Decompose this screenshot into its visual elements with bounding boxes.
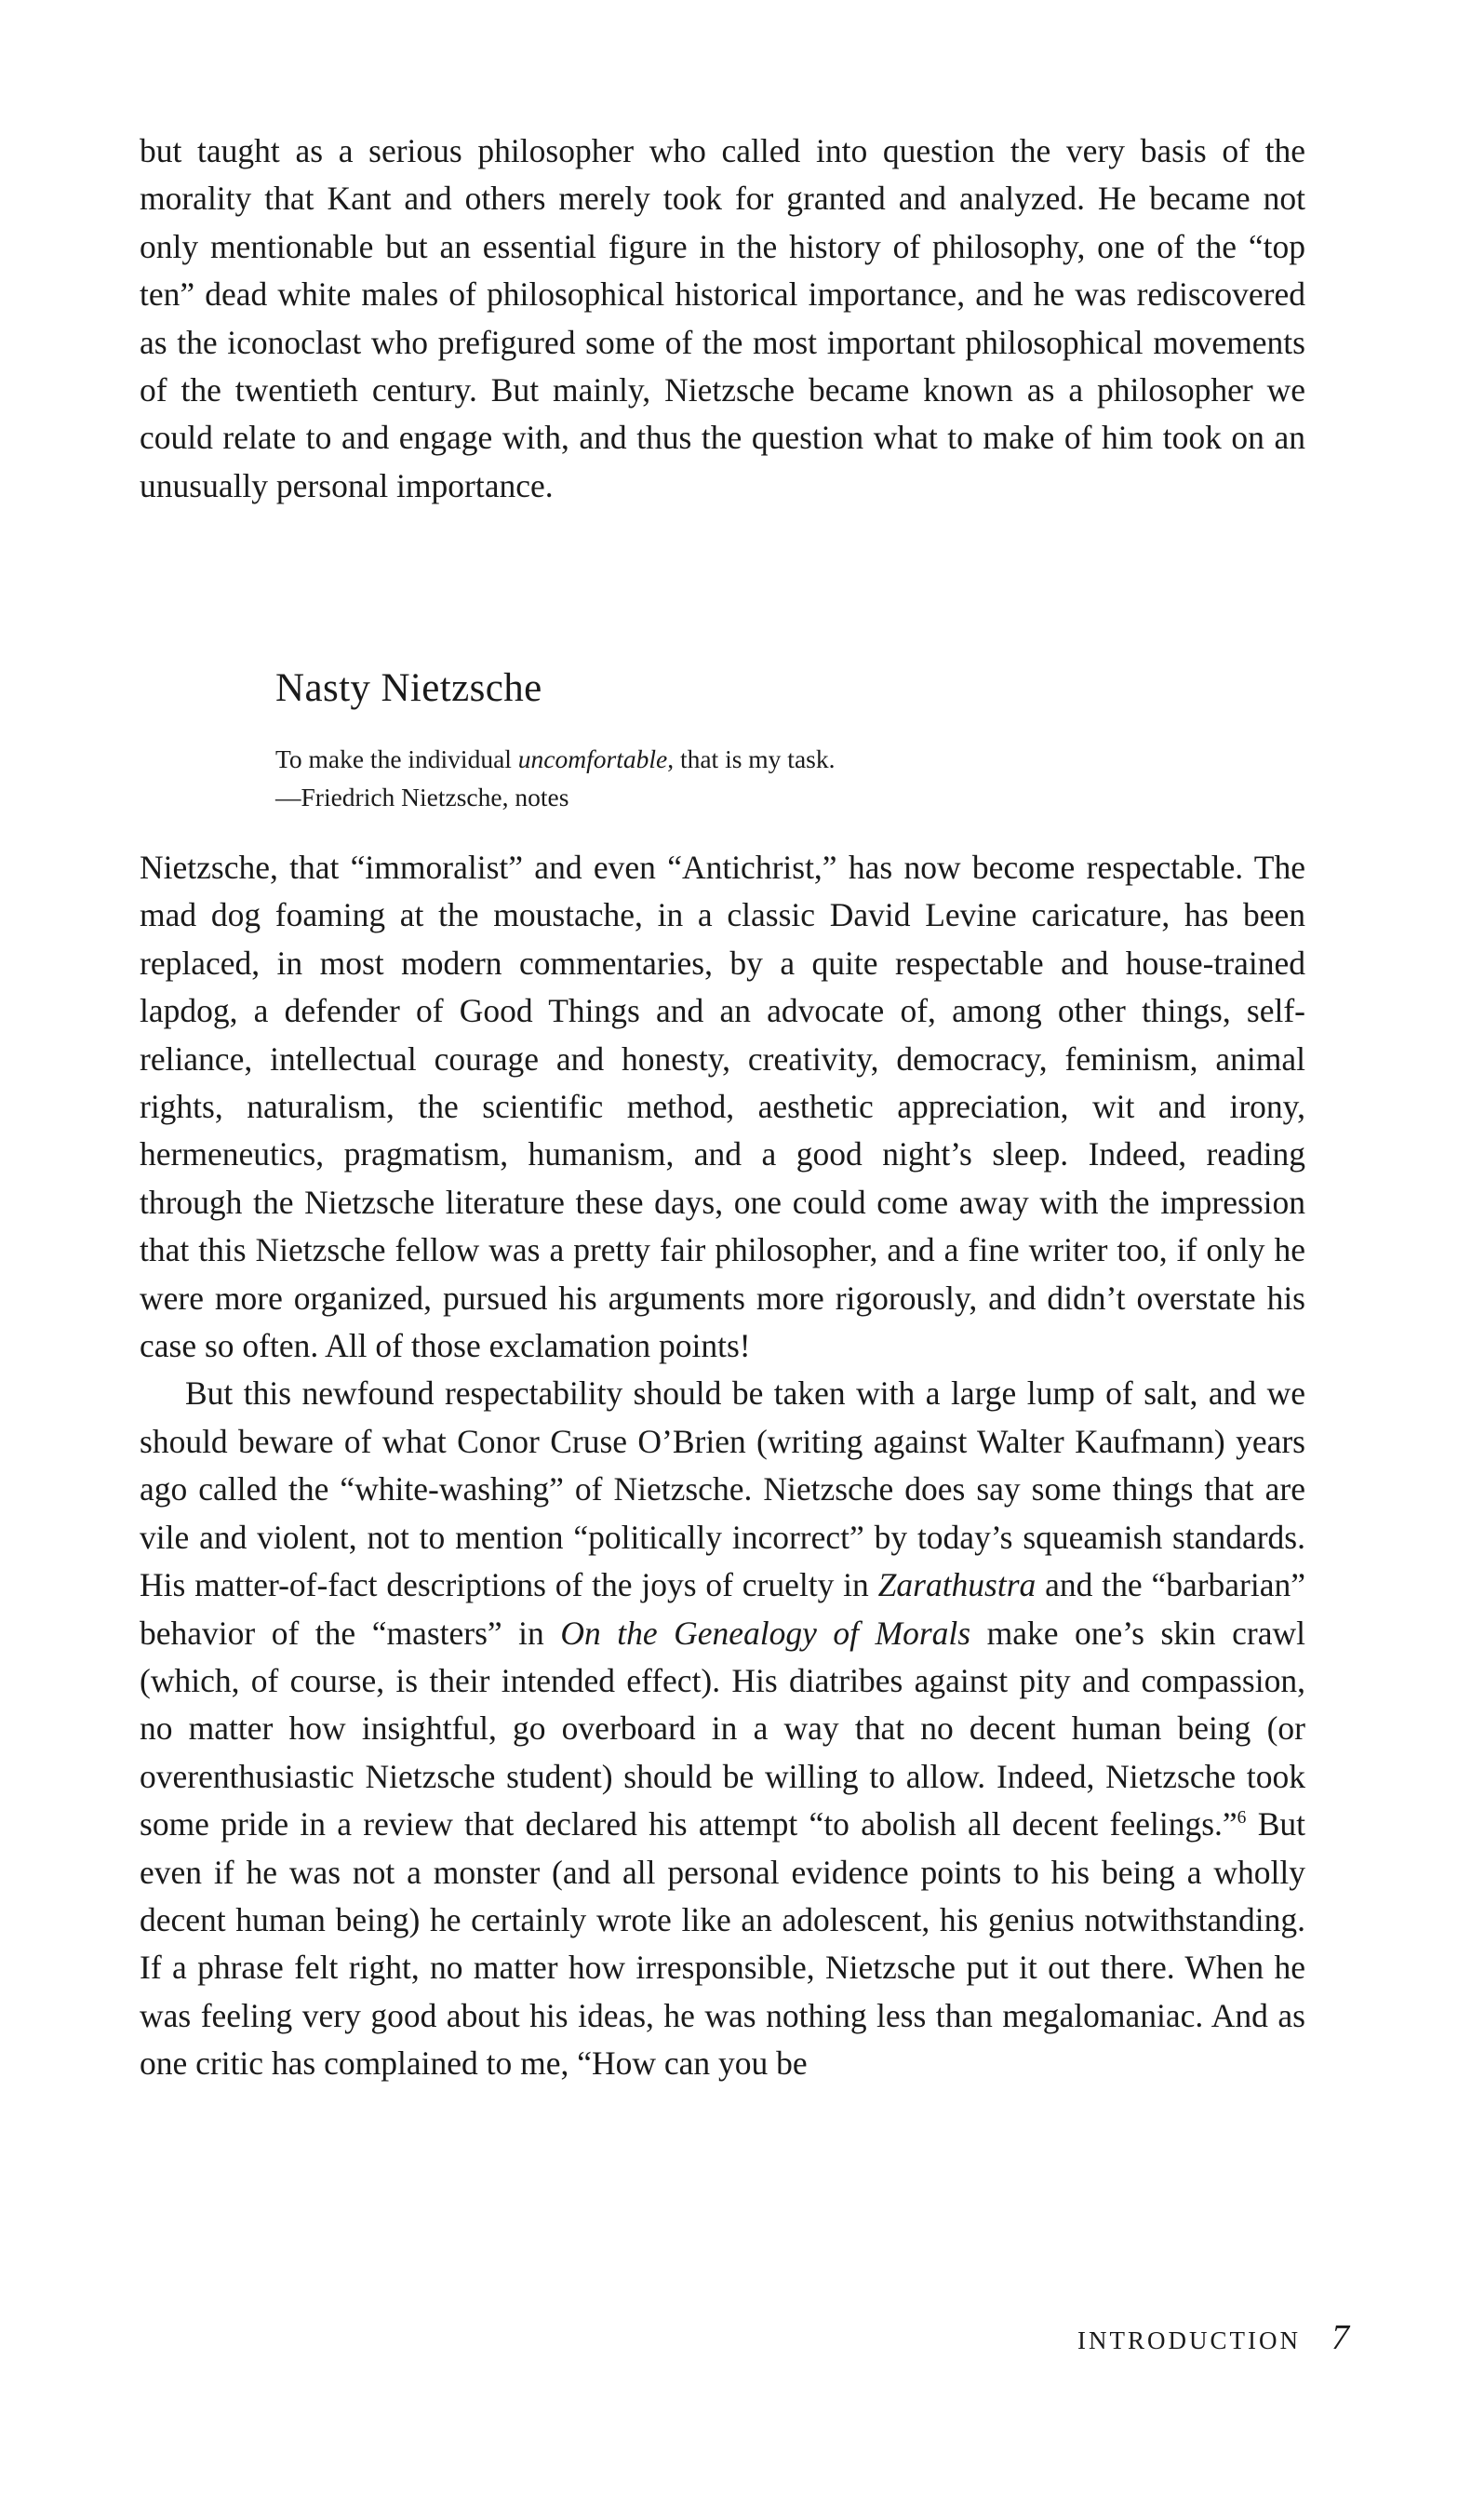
paragraph-segment: But even if he was not a monster (and all personal evidence points to his being a wholly decent human being) he certainly wrote like an adolescent, his genius notwithstanding. If a phrase felt right, no matter how irresponsible, Nietzsche put it out there. When he was feeling very good about his ideas, he was nothing less than megalomaniac. And as one critic has complained to me, “How can you be xyxy=(140,1805,1305,2083)
epigraph-quote-end: , that is my task. xyxy=(667,744,836,773)
section-heading: Nasty Nietzsche xyxy=(275,666,542,710)
running-head: INTRODUCTION xyxy=(1077,2326,1301,2354)
running-footer xyxy=(930,2317,1349,2373)
body-paragraph-1: Nietzsche, that “immoralist” and even “Antichrist,” has now become respectable. The mad dog foaming at the moustache, in a classic David Levine caricature, has been replaced, in most modern commentaries, by a quite respectable and house-trained lapdog, a defender of Good Things and an advocate of, among other things, self-reliance, intellectual courage and honesty, creativity, democracy, feminism, animal rights, naturalism, the scientific method, aesthetic appreciation, wit and irony, hermeneutics, pragmatism, humanism, and a good night’s sleep. Indeed, reading through the Nietzsche literature these days, one could come away with the impression that this Nietzsche fellow was a pretty fair philosopher, and a fine writer too, if only he were more organized, pursued his arguments more rigorously, and didn’t overstate his case so often. All of those exclamation points! xyxy=(140,849,1305,1365)
paragraph-segment: and the “barbarian” behavior of the “masters” in xyxy=(140,1566,1305,1652)
opening-paragraph xyxy=(140,127,1305,510)
epigraph-attribution: —Friedrich Nietzsche, notes xyxy=(275,783,569,811)
paragraph-text: but taught as a serious philosopher who called into question the very basis of the morality that Kant and others merely took for granted and analyzed. He became not only mentionable but an essential figure in the history of philosophy, one of the “top ten” dead white males of philosophical historical importance, and he was rediscovered as the iconoclast who prefigured some of the most important philosophical movements of the twentieth century. But mainly, Nietzsche became known as a philosopher we could relate to and engage with, and thus the question what to make of him took on an unusually personal importance. xyxy=(140,132,1305,504)
book-title-genealogy: On the Genealogy of Morals xyxy=(560,1614,971,1652)
epigraph xyxy=(275,740,835,816)
section-body xyxy=(140,844,1305,2088)
page-number: 7 xyxy=(1331,2318,1349,2357)
body-paragraph-2 xyxy=(140,1370,1305,2087)
book-title-zarathustra: Zarathustra xyxy=(877,1566,1037,1604)
footnote-reference: 6 xyxy=(1237,1808,1247,1829)
paragraph-segment: But this newfound respectability should be taken with a large lump of salt, and we should beware of what Conor Cruse O’Brien (writing against Walter Kaufmann) years ago called the “white-washing” of Nietzsche. Nietzsche does say some things that are vile and violent, not to mention “politically incorrect” by today’s squeamish standards. His matter-of-fact descriptions of the joys of cruelty in xyxy=(140,1374,1305,1604)
paragraph-segment: make one’s skin crawl (which, of course, is their intended effect). His diatribes against pity and compassion, no matter how insightful, go overboard in a way that no decent human being (or overenthusiastic Nietzsche student) should be willing to allow. Indeed, Nietzsche took some pride in a review that declared his attempt “to abolish all decent feelings.” xyxy=(140,1614,1305,1843)
epigraph-quote-start: To make the individual xyxy=(275,744,518,773)
epigraph-quote xyxy=(275,740,835,778)
epigraph-emphasis: uncomfortable xyxy=(517,744,668,773)
